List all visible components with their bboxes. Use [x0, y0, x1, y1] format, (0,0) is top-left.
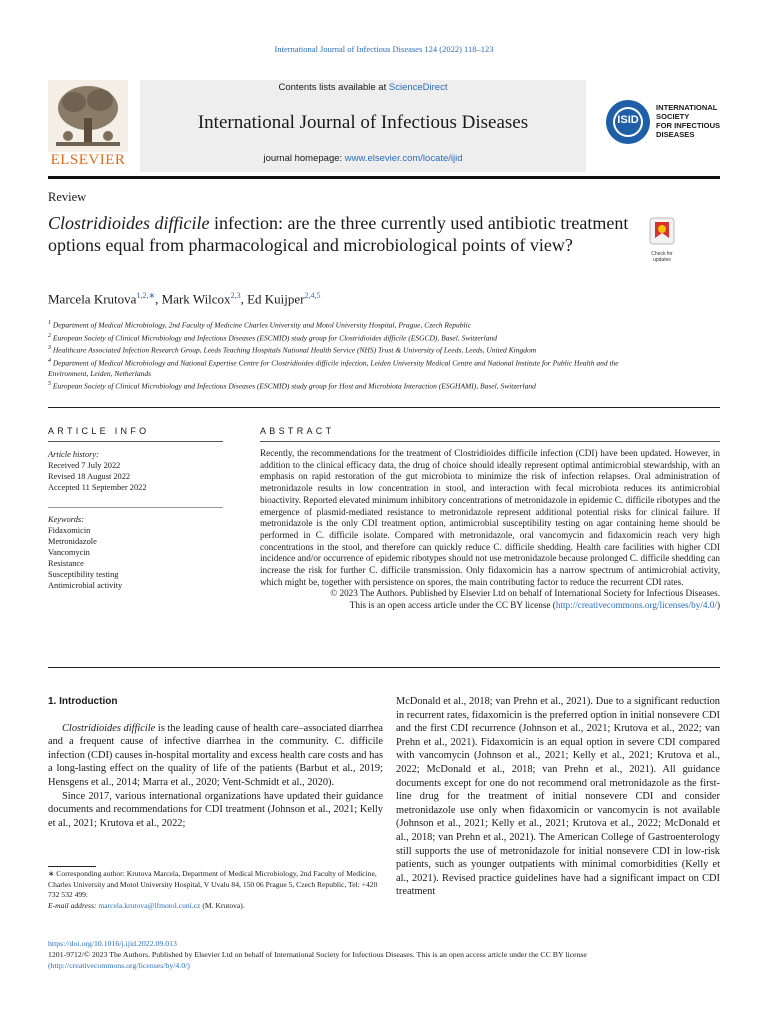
article-history — [48, 449, 238, 493]
homepage-prefix: journal homepage: — [263, 153, 345, 164]
keywords-rule — [48, 507, 223, 508]
body-paragraph: McDonald et al., 2018; van Prehn et al., 2021). Due to a significant reduction in recurrent rates, fidaxomicin is the preferred option in initial nonsevere CDI and the first CDI recurrence (Johnson et al., 2021; Krutova et al., 2022; van Prehn et al., 2021). Fidaxomicin is an equal option in severe CDI compared with vancomycin (Johnson et al., 2021; Kelly et al., 2021; Krutova et al., 2022; McDonald et al., 2018; van Prehn et al., 2021). All guidance documents except for one do not recommend oral metronidazole as the first-line drug for the treatment of initial nonsevere CDI and consider metronidazole use only when fidaxomicin or vancomycin is not available (Johnson et al., 2021; Kelly et al., 2021; Krutova et al., 2022; McDonald et al., 2018; van Prehn et al., 2021). The American College of Gastroenterology still supports the use of metronidazole for initial nonsevere CDI in low-risk patients, such as younger outpatients with minimal comorbidities (Kelly et al., 2021). Revised practice guidelines have had a significant impact on CDI treatment — [396, 696, 720, 898]
isid-name — [656, 103, 720, 139]
affiliation-text: Department of Medical Microbiology and National Expertise Centre for Clostridioides difficile infection, Leiden University Medical Centre and National Institute for Public Health and the Environment, Leiden, Netherlands — [48, 358, 619, 378]
affiliation-number: 4 — [48, 357, 51, 364]
affiliation — [48, 379, 648, 392]
author-list — [48, 291, 320, 307]
affiliation-number: 2 — [48, 332, 51, 339]
author-affil-ref[interactable]: 2,4,5 — [304, 291, 321, 300]
affiliation-text: Healthcare Associated Infection Research Group, Leeds Teaching Hospitals National Health Service (NHS) Trust & University of Leeds, Leeds, United Kingdom — [52, 345, 537, 355]
body-top-rule — [48, 667, 720, 668]
author-affil-ref[interactable]: 2,3 — [230, 291, 241, 300]
doi-link[interactable]: https://doi.org/10.1016/j.ijid.2022.09.013 — [48, 939, 177, 948]
affiliation — [48, 331, 648, 344]
author-sep: , — [240, 291, 248, 307]
history-item: Accepted 11 September 2022 — [48, 483, 147, 492]
article-title — [48, 212, 633, 256]
keyword: Susceptibility testing — [48, 570, 119, 579]
abstract-text: Recently, the recommendations for the treatment of Clostridioides difficile infection (CDI) have been updated. However, in addition to the clinical efficacy data, the drug of choice should ideally represent optimal antimicrobial stewardship, with an emphasis on rapid restoration of the gut microbiota to minimize the risk of infection relapses. Oral administration of metronidazole results in low concentration in stool, and interaction with fecal microbiota reduces its antimicrobial bioactivity. Reported elevated minimum inhibitory concentrations of metronidazole in epidemic C. difficile ribotypes and the emergence of plasmid-mediated resistance to metronidazole represent additional potential risks for clinical failure. If metronidazole is the only CDI treatment option, antimicrobial susceptibility testing on agar containing heme should be performed in C. difficile isolate. Compared with metronidazole, oral vancomycin and fidaxomicin reach very high concentrations in the stool, and therefore can quickly reduce C. difficile shedding. Health care facilities with higher CDI incidence and/or occurrence of epidemic ribotypes should not use metronidazole because prolonged C. difficile shedding can increase the risk for further C. difficile transmission. Only fidaxomicin has a narrow spectrum of antimicrobial activity, which might be, together with persistence on spores, the main contributing factor to reduce the recurrent CDI rates. — [260, 448, 721, 587]
intro-heading: 1. Introduction — [48, 696, 118, 707]
intro-paragraph-text: is the leading cause of health care–associated diarrhea and a frequent cause of infective diarrhea in the community. C. difficile infection (CDI) causes in-hospital mortality and excess health care costs and has a long-lasting effect on the quality of life of the patients (Barbut et al., 2019; Hensgens et al., 2014; Marra et al., 2020; Vent-Schmidt et al., 2020). — [48, 722, 383, 788]
license-prefix: This is an open access article under the CC BY license ( — [349, 600, 556, 611]
crossmark-label: Check for updates — [651, 251, 673, 263]
license-suffix: ) — [716, 600, 720, 611]
license-link[interactable]: http://creativecommons.org/licenses/by/4.0/ — [555, 600, 717, 611]
contents-line — [140, 82, 586, 93]
isid-acronym: ISID — [617, 114, 639, 126]
history-label: Article history: — [48, 450, 99, 459]
abstract-heading: ABSTRACT — [260, 426, 335, 436]
journal-homepage — [140, 153, 586, 164]
abstract-copyright: © 2023 The Authors. Published by Elsevier Ltd on behalf of International Society for Infectious Diseases. — [330, 588, 720, 599]
article-type: Review — [48, 190, 87, 204]
keywords — [48, 514, 238, 591]
abstract-license — [260, 600, 720, 612]
elsevier-wordmark: ELSEVIER — [50, 152, 126, 168]
title-rest: infection: are the three currently used antibiotic treatment options equal from pharmacological and microbiological points of view? — [48, 213, 629, 255]
info-top-rule — [48, 407, 720, 408]
affiliation — [48, 343, 648, 356]
keyword: Antimicrobial activity — [48, 581, 123, 590]
intro-organism: Clostridioides difficile — [62, 722, 156, 734]
history-item: Revised 18 August 2022 — [48, 472, 131, 481]
info-rule — [48, 441, 223, 442]
keywords-label: Keywords: — [48, 515, 84, 524]
isid-name-line: INTERNATIONAL — [656, 103, 718, 112]
affiliation — [48, 356, 648, 380]
journal-title: International Journal of Infectious Diseases — [197, 112, 529, 133]
email-suffix: (M. Krutova). — [200, 900, 245, 910]
page-footer — [48, 938, 748, 971]
affiliation-number: 1 — [48, 320, 51, 326]
affiliation-number: 5 — [48, 381, 51, 387]
crossmark-icon — [643, 216, 681, 246]
email-link[interactable]: marcela.krutova@lfmotol.cuni.cz — [98, 900, 201, 910]
journal-reference[interactable]: International Journal of Infectious Diseases 124 (2022) 118–123 — [274, 44, 494, 54]
body-left-column — [48, 695, 383, 830]
isid-name-line: SOCIETY — [656, 112, 690, 121]
affiliation-text: European Society of Clinical Microbiology and Infectious Diseases (ESCMID) study group for Clostridioides difficile (ESGCD), Basel, Switzerland — [52, 333, 497, 342]
history-item: Received 7 July 2022 — [48, 461, 121, 470]
author-name: Mark Wilcox — [161, 291, 231, 307]
intro-paragraph: Since 2017, various international organizations have updated their guidance documents and recommendations for CDI treatment (Johnson et al., 2021; Kelly et al., 2021; Krutova et al., 2022; — [48, 790, 383, 829]
affiliation-text: Department of Medical Microbiology, 2nd Faculty of Medicine Charles University and Motol University Hospital, Prague, Czech Republic — [52, 320, 472, 330]
affiliation-text: European Society of Clinical Microbiology and Infectious Diseases (ESCMID) study group for Host and Microbiota Interaction (ESGHAMI), Basel, Switzerland — [52, 381, 536, 391]
author-name: Marcela Krutova — [48, 291, 137, 307]
title-organism: Clostridioides difficile — [48, 213, 210, 233]
keyword: Vancomycin — [48, 548, 90, 557]
keyword: Metronidazole — [48, 537, 97, 546]
keyword: Fidaxomicin — [48, 526, 91, 535]
body-right-column — [396, 695, 720, 899]
author-sep: , — [155, 291, 162, 307]
footer-license-link[interactable]: (http://creativecommons.org/licenses/by/4.0/) — [48, 961, 190, 970]
intro-paragraph — [48, 722, 383, 790]
header-rule — [48, 176, 720, 179]
footer-copyright: 1201-9712/© 2023 The Authors. Published by Elsevier Ltd on behalf of International Society for Infectious Diseases. This is an open access article under the CC BY license — [48, 950, 587, 959]
author-affil-ref[interactable]: 1,2,∗ — [136, 291, 156, 300]
check-for-updates-button[interactable] — [643, 216, 681, 263]
author-name: Ed Kuijper — [247, 291, 305, 307]
email-label: E-mail address: — [48, 900, 99, 910]
affiliation-list — [48, 318, 648, 392]
contents-prefix: Contents lists available at — [278, 82, 389, 93]
corresponding-author: ∗ Corresponding author: Krutova Marcela, Department of Medical Microbiology, 2nd Faculty of Medicine, Charles University and Motol University Hospital, V Uvalu 84, 150 06 Prague 5, Czech Republic, Tel: +420 732 532 499. — [48, 869, 378, 899]
abstract-body — [260, 448, 720, 612]
affiliation — [48, 318, 648, 331]
isid-name-line: FOR INFECTIOUS — [656, 121, 721, 130]
abstract-rule — [260, 441, 720, 442]
footnote-rule — [48, 866, 96, 867]
sciencedirect-link[interactable]: ScienceDirect — [388, 82, 448, 93]
article-info-heading: ARTICLE INFO — [48, 426, 150, 436]
homepage-link[interactable]: www.elsevier.com/locate/ijid — [344, 153, 463, 164]
corresponding-footnote — [48, 869, 383, 911]
isid-name-line: DISEASES — [656, 130, 695, 139]
keyword: Resistance — [48, 559, 84, 568]
isid-logo — [604, 98, 726, 146]
email-line — [48, 901, 383, 912]
affiliation-number: 3 — [48, 345, 51, 351]
